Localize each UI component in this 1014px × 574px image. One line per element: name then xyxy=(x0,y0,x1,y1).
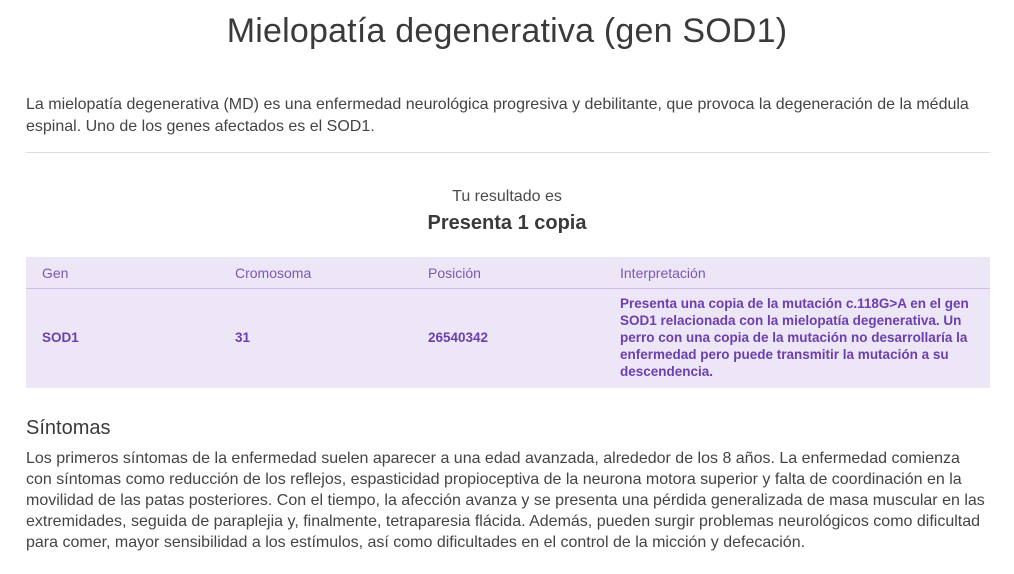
divider xyxy=(26,152,990,153)
cell-cromosoma: 31 xyxy=(235,330,251,345)
column-header-cromosoma: Cromosoma xyxy=(235,265,312,281)
symptoms-paragraph: Los primeros síntomas de la enfermedad suelen aparecer a una edad avanzada, alrededor de los 8 años. La enfermedad comienza con síntomas como reducción de los reflejos, espasticidad propioceptiva de la neurona motora superior y falta de coordinación en la movilidad de las patas posteriores. Con el tiempo, la afección avanza y se presenta una pérdida generalizada de masa muscular en las extremidades, seguida de paraplejia y, finalmente, tetraparesia flácida. Además, pueden surgir problemas neurológicos como dificultad para comer, mayor sensibilidad a los estímulos, así como dificultades en el control de la micción y defecación. xyxy=(26,450,985,551)
result-value: Presenta 1 copia xyxy=(427,212,587,234)
symptoms-heading: Síntomas xyxy=(26,417,111,439)
column-header-interpretacion: Interpretación xyxy=(620,265,706,281)
cell-posicion: 26540342 xyxy=(428,330,489,345)
page-title: Mielopatía degenerativa (gen SOD1) xyxy=(226,12,788,50)
cell-interpretacion: Presenta una copia de la mutación c.118G>A en el gen SOD1 relacionada con la mielopatía degenerativa. Un perro con una copia de la mutación no desarrollaría la enfermedad pero puede transmitir la mutación a su descendencia. xyxy=(620,296,969,379)
intro-paragraph: La mielopatía degenerativa (MD) es una enfermedad neurológica progresiva y debilitante, que provoca la degeneración de la médula espinal. Uno de los genes afectados es el SOD1. xyxy=(26,96,969,135)
results-table xyxy=(26,257,990,388)
cell-gen: SOD1 xyxy=(42,330,79,345)
result-label: Tu resultado es xyxy=(452,188,562,205)
column-header-gen: Gen xyxy=(42,265,69,281)
column-header-posicion: Posición xyxy=(428,265,481,281)
table-header xyxy=(26,257,990,289)
